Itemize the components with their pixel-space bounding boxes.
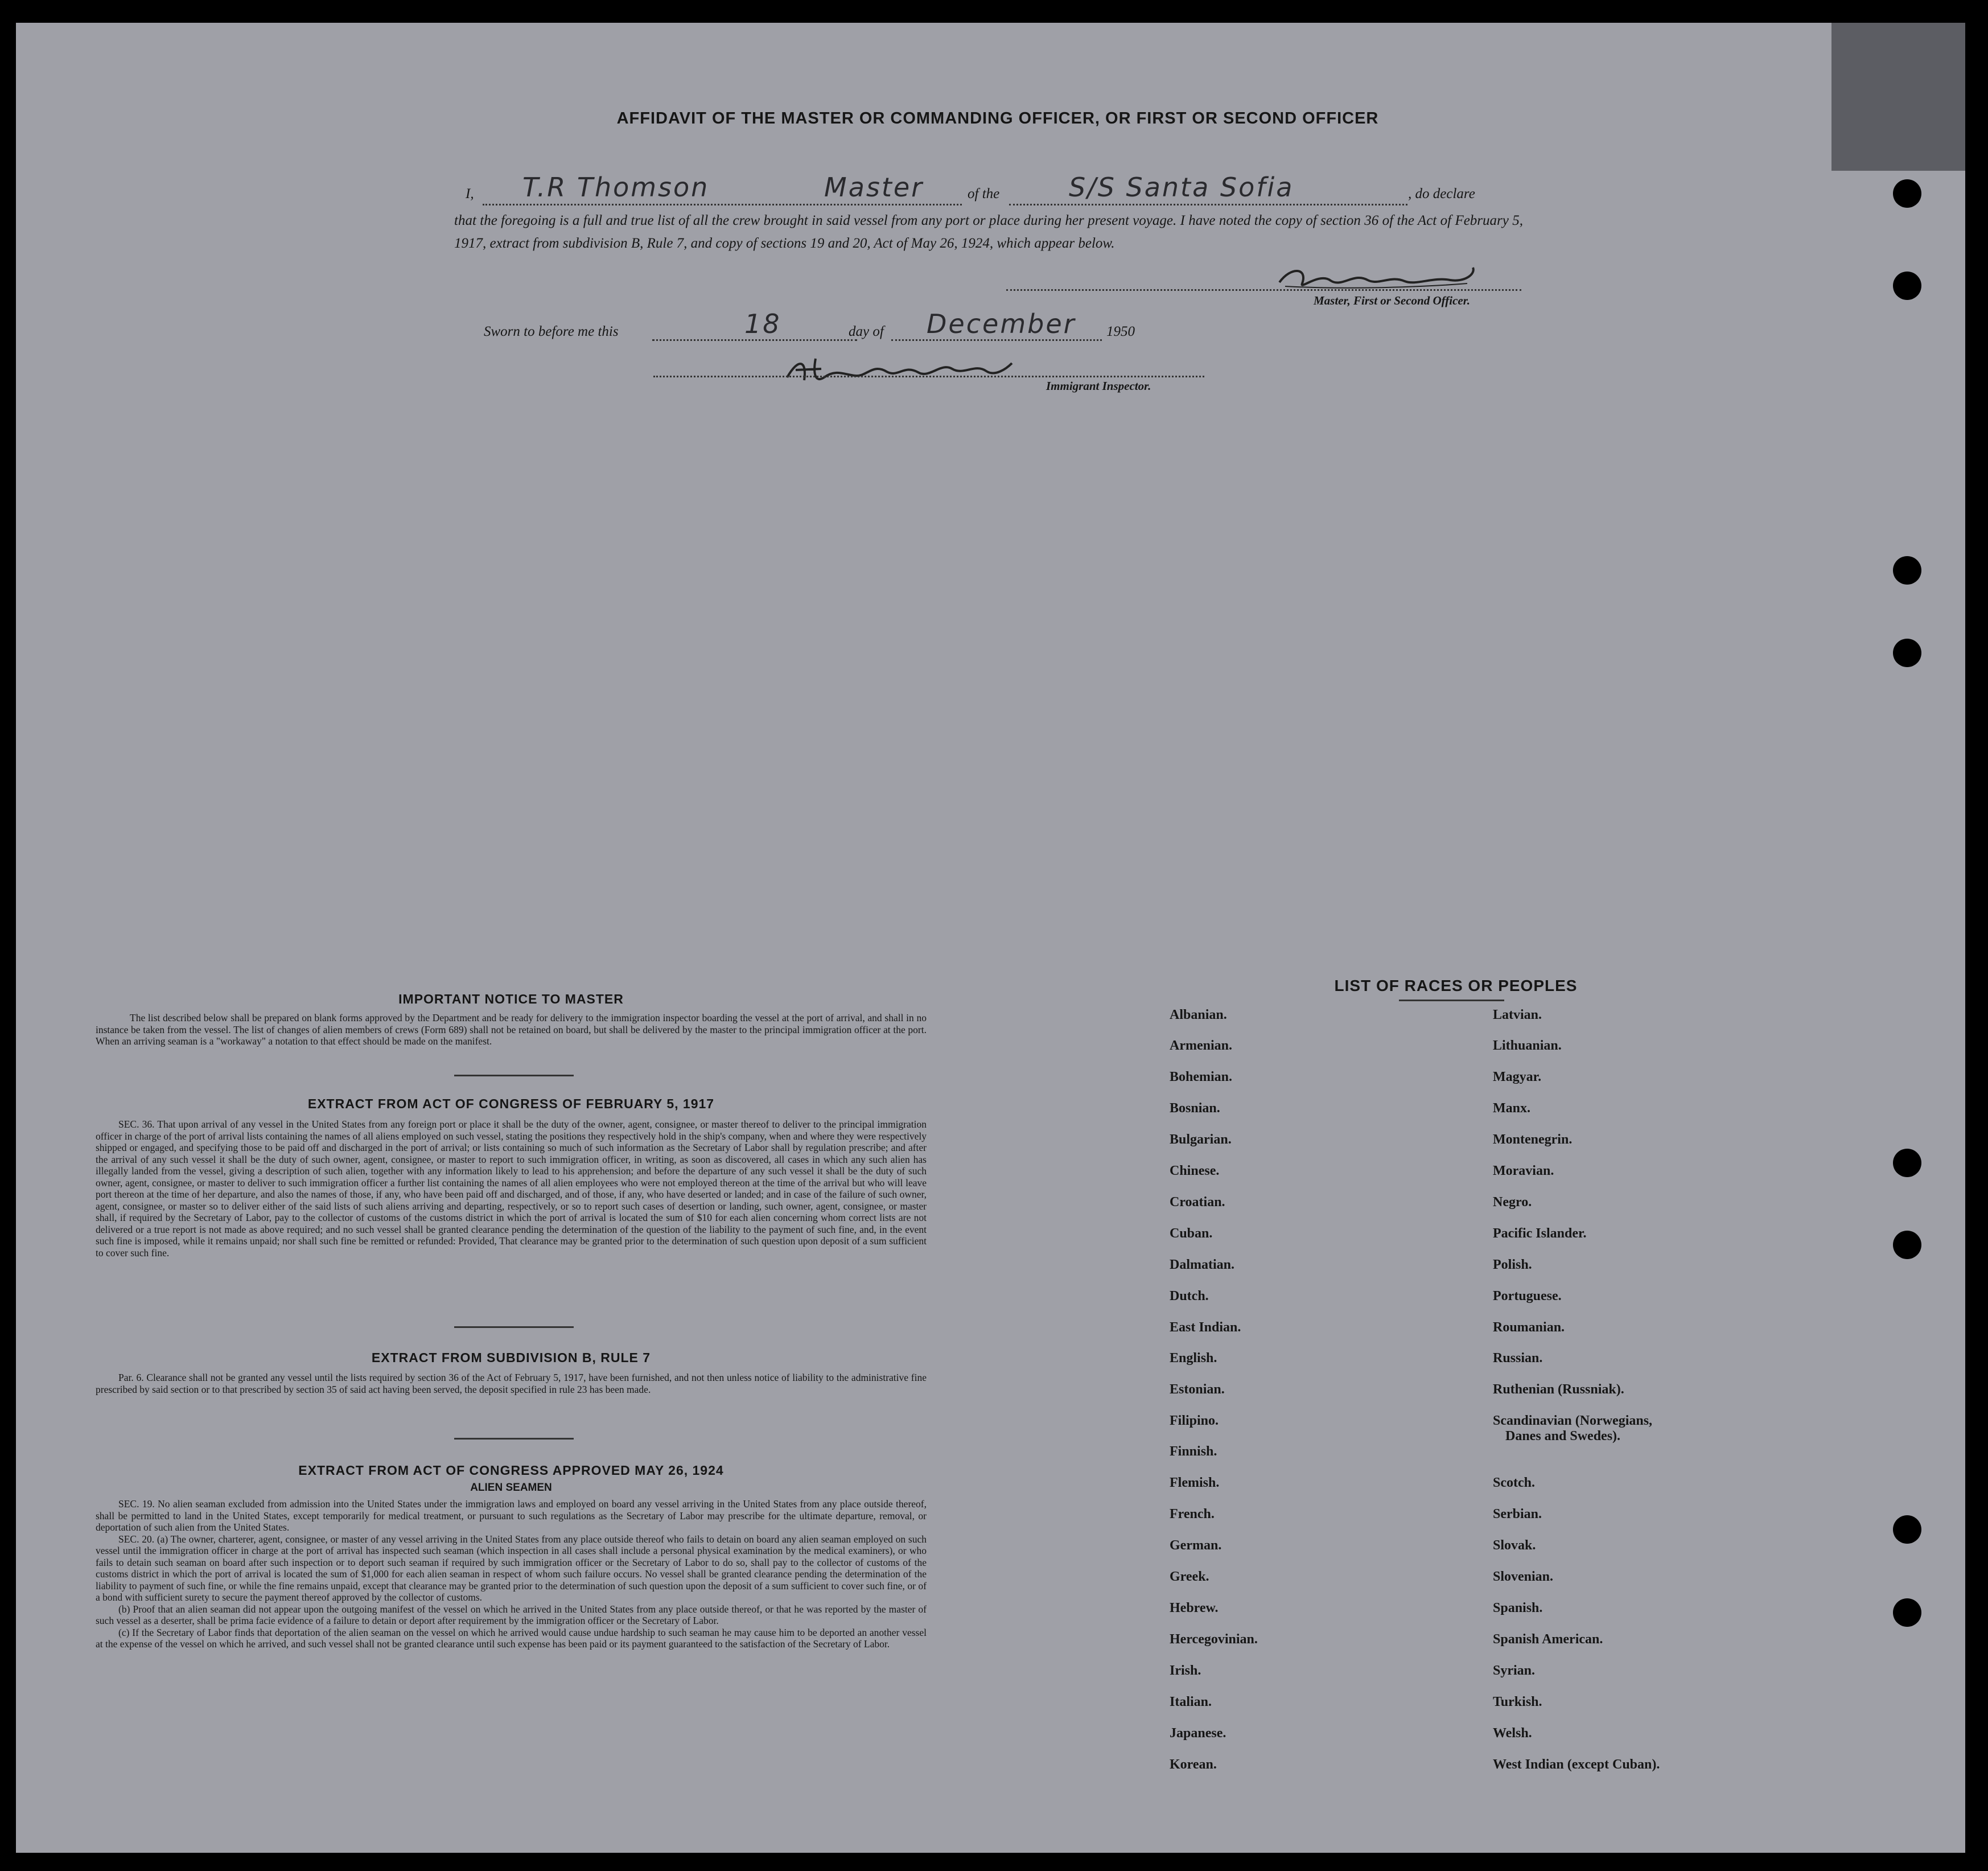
race-item: Spanish American.: [1493, 1632, 1603, 1647]
binder-hole: [1893, 1515, 1921, 1544]
document-page: [16, 23, 1965, 1853]
race-item: English.: [1170, 1351, 1217, 1366]
race-item: Bohemian.: [1170, 1070, 1233, 1084]
vessel-name-handwritten: S/S Santa Sofia: [1069, 172, 1294, 203]
race-item: Albanian.: [1170, 1008, 1227, 1022]
race-item: Bosnian.: [1170, 1101, 1220, 1116]
race-item: Bulgarian.: [1170, 1132, 1232, 1147]
extract-1917-title: EXTRACT FROM ACT OF CONGRESS OF FEBRUARY 5, 1917: [307, 1096, 715, 1111]
affidavit-title: AFFIDAVIT OF THE MASTER OR COMMANDING OFFICER, OR FIRST OR SECOND OFFICER: [616, 109, 1379, 128]
race-item: Armenian.: [1170, 1038, 1232, 1053]
notice-text: The list described below shall be prepared on blank forms approved by the Department and be ready for delivery to the immigration inspector boarding the vessel at the port of arrival, and shall in no instance be taken from the vessel. The list of changes of alien members of crews (Form 689) shall not be retained on board, but shall be delivered by the master to the principal immigration officer at the port. When an arriving seaman is a "workaway" a notation to that effect should be made on the manifest.: [96, 1012, 927, 1047]
race-item: Roumanian.: [1493, 1320, 1565, 1335]
race-item: Polish.: [1493, 1257, 1532, 1272]
race-item: Turkish.: [1493, 1695, 1542, 1709]
race-item: Scandinavian (Norwegians,: [1493, 1413, 1653, 1428]
extract-1924-body: [96, 1498, 927, 1650]
signature-line: [1006, 289, 1521, 291]
divider-1: [454, 1075, 574, 1076]
sworn-label: Sworn to before me this: [484, 324, 619, 339]
sworn-day-handwritten: 18: [744, 309, 781, 339]
binder-hole: [1893, 556, 1921, 585]
race-item: Latvian.: [1493, 1008, 1542, 1022]
race-item: Japanese.: [1170, 1726, 1226, 1741]
race-item: Finnish.: [1170, 1444, 1217, 1459]
affidavit-statement: that the foregoing is a full and true list of all the crew brought in said vessel from any port or place during her present voyage. I have noted the copy of section 36 of the Act of February 5, 1917, extract from subdivision B, Rule 7, and copy of sections 19 and 20, Act of May 26, 1924, which appear below.: [454, 213, 1523, 251]
race-item: Manx.: [1493, 1101, 1530, 1116]
do-declare-label: , do declare: [1408, 186, 1475, 202]
divider-3: [454, 1438, 574, 1440]
race-item: Lithuanian.: [1493, 1038, 1562, 1053]
race-item: Moravian.: [1493, 1163, 1554, 1178]
year-label: 1950: [1106, 324, 1135, 339]
race-item: Korean.: [1170, 1757, 1217, 1772]
race-item: Danes and Swedes).: [1505, 1429, 1621, 1444]
race-item: Scotch.: [1493, 1475, 1535, 1490]
race-item: Estonian.: [1170, 1382, 1225, 1397]
race-item: Irish.: [1170, 1663, 1201, 1678]
vessel-dotted-line: [1009, 204, 1407, 205]
race-item: Slovenian.: [1493, 1569, 1554, 1584]
sec19-text: SEC. 19. No alien seaman excluded from admission into the United States under the immigration laws and employed on board any vessel arriving in the United States from any place outside thereof, shall be permitted to land in the United States, except temporarily for medical treatment, or pursuant to such regulations as the Secretary of Labor may prescribe for the ultimate departure, removal, or deportation of such alien from the United States.: [96, 1498, 927, 1533]
race-item: Syrian.: [1493, 1663, 1536, 1678]
i-label: I,: [466, 186, 474, 202]
race-item: East Indian.: [1170, 1320, 1241, 1335]
race-item: Welsh.: [1493, 1726, 1532, 1741]
extract-1917-text: SEC. 36. That upon arrival of any vessel in the United States from any foreign port or place it shall be the duty of the owner, agent, consignee, or master thereof to deliver to the principal immigration officer in charge of the port of arrival lists containing the names of all aliens employed on such vessel, stating the positions they respectively hold in the ship's company, when and where they were respectively shipped or engaged, and specifying those to be paid off and discharged in the port of arrival; or lists containing so much of such information as the Secretary of Labor shall by regulation prescribe; and after the arrival of any such vessel it shall be the duty of such owner, agent, consignee, or master to report to such immigration officer, in writing, as soon as discovered, all cases in which any such alien has illegally landed from the vessel, giving a description of such alien, together with any information likely to lead to his apprehension; and before the departure of any such vessel it shall be the duty of such owner, agent, consignee, or master to deliver to such immigration officer a further list containing the names of all alien employees who were not employed thereon at the time of the arrival but who will leave port thereon at the time of her departure, and also the names of those, if any, who have been paid off and discharged, and of those, if any, who have deserted or landed; and in case of the failure of such owner, agent, consignee, or master so to deliver either of the said lists of such aliens arriving and departing, respectively, or so to report such cases of desertion or landing, such owner, agent, consignee, or master shall, if required by the Secretary of Labor, pay to the collector of customs of the customs district in which the port of arrival is located the sum of $10 for each alien concerning whom correct lists are not delivered or a true report is not made as above required; and no such vessel shall be granted clearance pending the determination of the question of the liability to the payment of such fine, and, in the event such fine is imposed, while it remains unpaid; nor shall such fine be remitted or refunded: Provided, That clearance may be granted prior to the determination of such question upon deposit of a sum sufficient to cover such fine.: [96, 1119, 927, 1259]
race-item: Dalmatian.: [1170, 1257, 1234, 1272]
race-item: Croatian.: [1170, 1195, 1225, 1210]
of-the-label: of the: [968, 186, 1000, 202]
binder-hole: [1893, 272, 1921, 300]
month-dotted-line: [891, 339, 1102, 341]
binder-hole: [1893, 639, 1921, 667]
extract-rule7-text: Par. 6. Clearance shall not be granted any vessel until the lists required by section 36 of the Act of February 5, 1917, have been furnished, and not then unless notice of liability to the administrative fine prescribed by said section or to that prescribed by section 35 of said act having been served, the deposit specified in rule 23 has been made.: [96, 1372, 927, 1395]
sec20a-text: SEC. 20. (a) The owner, charterer, agent, consignee, or master of any vessel arriving in the United States from any place outside thereof who fails to detain on board any alien seaman employed on such vessel until the immigration officer in charge at the port of arrival has inspected such seaman (which inspection in all cases shall include a personal physical examination by the medical examiners), or who fails to detain such seaman on board after such inspection or to deport such seaman if required by such immigration officer or the Secretary of Labor to do so, shall pay to the collector of customs of the customs district in which the port of arrival is located the sum of $1,000 for each alien seaman in respect of whom such failure occurs. No vessel shall be granted clearance pending the determination of the liability to payment of such fine, or while the fine remains unpaid, except that clearance may be granted prior to the determination of such question upon the deposit of a sum sufficient to cover such fine, or of a bond with sufficient surety to secure the payment thereof approved by the collector of customs.: [96, 1533, 927, 1603]
race-item: Portuguese.: [1493, 1289, 1562, 1303]
binder-hole: [1893, 1231, 1921, 1259]
notice-title: IMPORTANT NOTICE TO MASTER: [398, 992, 624, 1006]
signature-caption: [1314, 294, 1470, 308]
race-item: Hebrew.: [1170, 1601, 1219, 1615]
race-item: Spanish.: [1493, 1601, 1543, 1615]
extract-rule7-title: EXTRACT FROM SUBDIVISION B, RULE 7: [371, 1350, 651, 1365]
races-title: LIST OF RACES OR PEOPLES: [1334, 977, 1578, 994]
race-item: Ruthenian (Russniak).: [1493, 1382, 1624, 1397]
race-item: Hercegovinian.: [1170, 1632, 1258, 1647]
race-item: Pacific Islander.: [1493, 1226, 1587, 1241]
sec20b-text: (b) Proof that an alien seaman did not appear upon the outgoing manifest of the vessel on which he arrived in the United States from any place outside thereof, or that he was reported by the master of such vessel as a deserter, shall be prima facie evidence of a failure to detain or deport after requirement by the immigration officer or the Secretary of Labor.: [96, 1603, 927, 1626]
extract-1924-subtitle: ALIEN SEAMEN: [470, 1482, 552, 1494]
race-item: German.: [1170, 1538, 1222, 1553]
race-item: Russian.: [1493, 1351, 1543, 1366]
binder-hole: [1893, 1149, 1921, 1177]
name-dotted-line: [483, 204, 962, 205]
race-item: Magyar.: [1493, 1070, 1542, 1084]
day-dotted-line: [652, 339, 857, 341]
signature-caption-text: Master, First or Second Officer.: [1314, 294, 1470, 307]
races-divider: [1399, 1000, 1504, 1001]
race-item: Serbian.: [1493, 1507, 1542, 1522]
day-of-label: day of: [849, 324, 884, 339]
master-name-handwritten: T.R Thomson: [522, 172, 710, 203]
torn-corner: [1831, 23, 1965, 171]
inspector-signature: [781, 352, 1020, 392]
race-item: Montenegrin.: [1493, 1132, 1573, 1147]
inspector-line: [653, 376, 1204, 377]
race-item: Italian.: [1170, 1695, 1212, 1709]
race-item: West Indian (except Cuban).: [1493, 1757, 1660, 1772]
position-handwritten: Master: [824, 172, 924, 203]
race-item: Negro.: [1493, 1195, 1532, 1210]
binder-hole: [1893, 1598, 1921, 1627]
extract-1924-title: EXTRACT FROM ACT OF CONGRESS APPROVED MAY 26, 1924: [298, 1463, 724, 1478]
sec20c-text: (c) If the Secretary of Labor finds that deportation of the alien seaman on the vessel on which he arrived would cause undue hardship to such seaman he may cause him to be deported an another vessel at the expense of the vessel on which he arrived, and such vessel shall not be granted clearance until such expense has been paid or its payment guaranteed to the satisfaction of the Secretary of Labor.: [96, 1626, 927, 1650]
race-item: Cuban.: [1170, 1226, 1213, 1241]
binder-hole: [1893, 179, 1921, 208]
sworn-month-handwritten: December: [927, 309, 1076, 339]
race-item: French.: [1170, 1507, 1215, 1522]
inspector-caption: Immigrant Inspector.: [1046, 379, 1151, 393]
race-item: Flemish.: [1170, 1475, 1220, 1490]
race-item: Chinese.: [1170, 1163, 1220, 1178]
race-item: Dutch.: [1170, 1289, 1209, 1303]
race-item: Filipino.: [1170, 1413, 1219, 1428]
race-item: Slovak.: [1493, 1538, 1536, 1553]
divider-2: [454, 1326, 574, 1328]
race-item: Greek.: [1170, 1569, 1209, 1584]
